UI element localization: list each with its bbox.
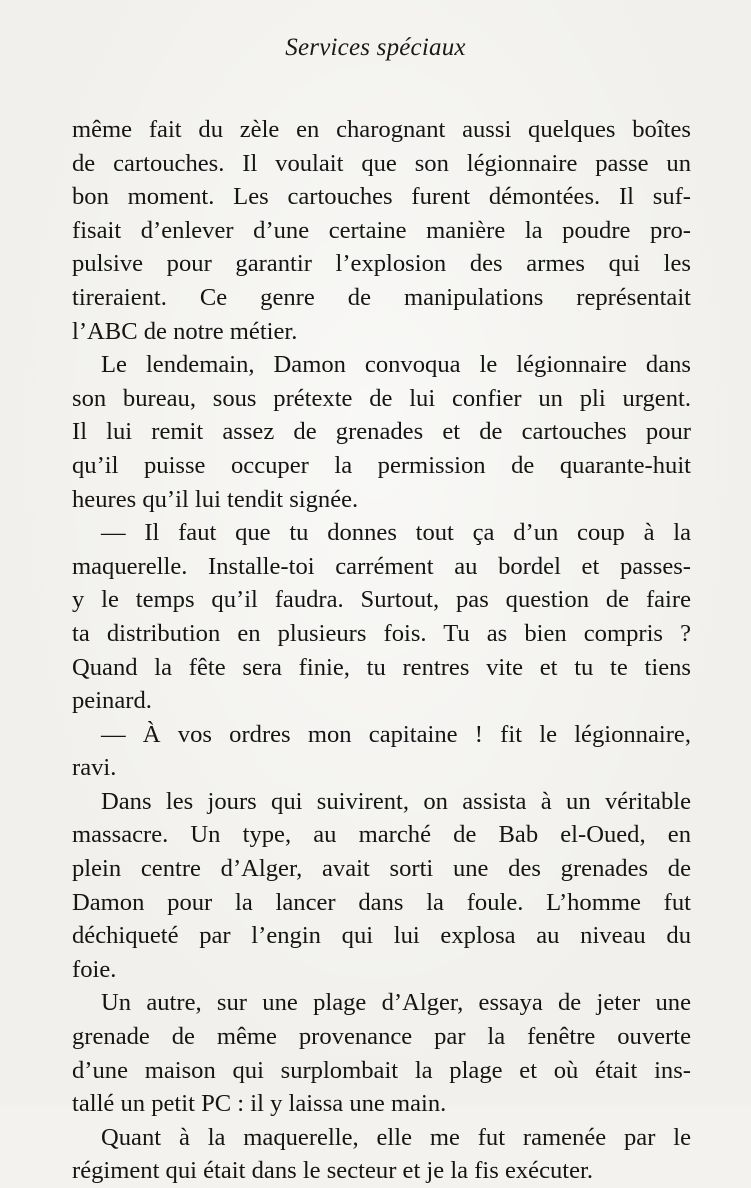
text-line: ta distribution en plusieurs fois. Tu as bien compris ?	[72, 619, 691, 647]
text-line: son bureau, sous prétexte de lui confier un pli urgent.	[72, 384, 691, 412]
text-line: d’une maison qui surplombait la plage et où était ins-	[72, 1056, 691, 1084]
text-line: Dans les jours qui suivirent, on assista à un véritable	[101, 787, 691, 815]
text-line: ravi.	[72, 754, 117, 782]
text-line: plein centre d’Alger, avait sorti une des grenades de	[72, 855, 691, 883]
text-line: peinard.	[72, 687, 152, 715]
text-line: Un autre, sur une plage d’Alger, essaya de jeter une	[101, 989, 691, 1017]
body-text	[72, 113, 691, 1188]
text-line: même fait du zèle en charognant aussi quelques boîtes	[72, 116, 691, 143]
text-line: Damon pour la lancer dans la foule. L’homme fut	[72, 888, 691, 916]
paragraph	[72, 348, 691, 516]
text-line: fisait d’enlever d’une certaine manière la poudre pro-	[72, 216, 691, 244]
text-line: — Il faut que tu donnes tout ça d’un coup à la	[101, 519, 691, 547]
text-line: pulsive pour garantir l’explosion des armes qui les	[72, 250, 691, 278]
paragraph	[72, 785, 691, 987]
running-head-title: Services spéciaux	[285, 34, 466, 61]
text-line: qu’il puisse occuper la permission de quarante-huit	[72, 451, 691, 479]
text-line: grenade de même provenance par la fenêtre ouverte	[72, 1023, 691, 1051]
text-line: déchiqueté par l’engin qui lui explosa au niveau du	[72, 922, 691, 950]
text-line: Le lendemain, Damon convoqua le légionnaire dans	[101, 351, 691, 379]
text-line: y le temps qu’il faudra. Surtout, pas question de faire	[72, 586, 691, 614]
text-line: Il lui remit assez de grenades et de cartouches pour	[72, 418, 691, 446]
text-line: tireraient. Ce genre de manipulations représentait	[72, 283, 691, 311]
text-line: massacre. Un type, au marché de Bab el-Oued, en	[72, 821, 691, 849]
text-line: de cartouches. Il voulait que son légionnaire passe un	[72, 149, 691, 177]
paragraph	[72, 516, 691, 718]
text-line: Quant à la maquerelle, elle me fut ramenée par le	[101, 1123, 691, 1151]
paragraph	[72, 986, 691, 1120]
text-line: régiment qui était dans le secteur et je la fis exécuter.	[72, 1157, 594, 1185]
text-line: tallé un petit PC : il y laissa une main.	[72, 1090, 447, 1118]
text-line: — À vos ordres mon capitaine ! fit le légionnaire,	[101, 720, 691, 748]
text-line: heures qu’il lui tendit signée.	[72, 485, 359, 513]
text-line: Quand la fête sera finie, tu rentres vite et tu te tiens	[72, 653, 691, 681]
paragraph	[72, 718, 691, 785]
text-line: foie.	[72, 955, 117, 983]
text-line: l’ABC de notre métier.	[72, 317, 298, 345]
text-line: maquerelle. Installe-toi carrément au bordel et passes-	[72, 552, 691, 580]
text-line: bon moment. Les cartouches furent démontées. Il suf-	[72, 183, 691, 211]
paragraph	[72, 1121, 691, 1188]
paragraph	[72, 113, 691, 348]
